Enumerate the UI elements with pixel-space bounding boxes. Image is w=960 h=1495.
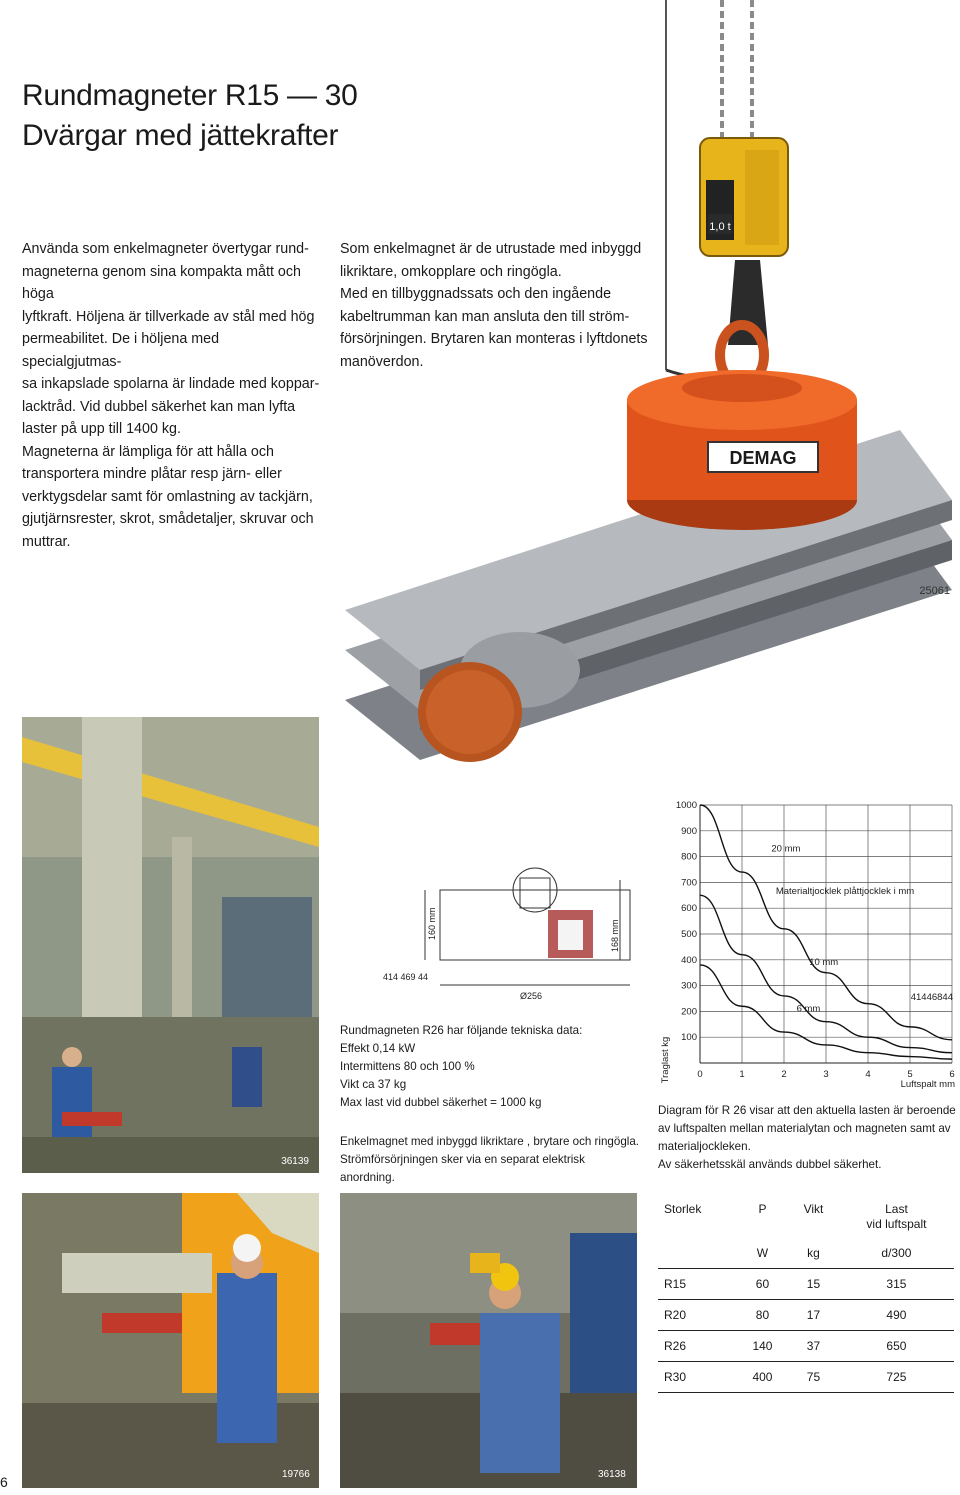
table-cell: 400: [737, 1362, 788, 1393]
chart-x-tick-label: 2: [781, 1069, 787, 1080]
main-product-photo: [330, 0, 960, 770]
magnet-technical-drawing: [370, 860, 640, 1010]
chart-x-tick-label: 0: [697, 1069, 703, 1080]
table-header-storlek: Storlek: [664, 1202, 702, 1216]
hoist-scale: [700, 138, 788, 256]
chart-x-tick-label: 5: [907, 1069, 913, 1080]
table-row: [658, 1300, 954, 1331]
table-cell: 15: [788, 1269, 839, 1300]
table-cell: 80: [737, 1300, 788, 1331]
magnet-brand-label: DEMAG: [729, 448, 797, 468]
table-cell: 650: [839, 1331, 954, 1362]
main-photo-number: 25061: [919, 585, 950, 597]
specs-note: Enkelmagnet med inbyggd likriktare , brytare och ringögla. Strömförsörjningen sker via en separat elektrisk anordning.: [340, 1135, 640, 1184]
chart-y-tick-label: 200: [681, 1006, 697, 1018]
table-unit-vikt: kg: [807, 1246, 820, 1260]
table-cell: R15: [658, 1269, 737, 1300]
worker-photo-2: [340, 1193, 637, 1488]
lifting-hook: [666, 260, 768, 385]
worker-photo-2-number: 36138: [598, 1469, 626, 1480]
table-cell: 75: [788, 1362, 839, 1393]
table-row: [658, 1269, 954, 1300]
intro-right-text: Som enkelmagnet är de utrustade med inbyggd likriktare, omkopplare och ringögla. Med en tillbyggnadssats och den ingående kabeltrumman kan man ansluta den till ström- försörjningen. Brytaren kan monteras i lyftdonets manöverdon.: [340, 241, 648, 370]
table-cell: 140: [737, 1331, 788, 1362]
table-cell: 490: [839, 1300, 954, 1331]
chart-y-tick-label: 300: [681, 980, 697, 992]
chart-y-tick-label: 1000: [675, 800, 697, 811]
worker-scene-2: [340, 1193, 637, 1488]
table-units-row: [658, 1238, 954, 1269]
chart-x-tick-label: 3: [823, 1069, 829, 1080]
worker-scene-1: [22, 1193, 319, 1488]
chart-y-tick-label: 900: [681, 825, 697, 837]
table-header-row: [658, 1196, 954, 1238]
table-cell: R26: [658, 1331, 737, 1362]
chart-xlabel: Luftspalt mm: [900, 1079, 955, 1090]
drawing-diameter: Ø256: [520, 991, 543, 1001]
chart-y-tick-label: 800: [681, 851, 697, 863]
chart-caption: Diagram för R 26 visar att den aktuella lasten är beroende av luftspalten mellan materialytan och magneten samt av materialjockleken. Av säkerhetsskäl används dubbel säkerhet.: [658, 1104, 956, 1171]
table-cell: R30: [658, 1362, 737, 1393]
table-header-p: P: [758, 1202, 767, 1216]
workshop-photo-number: 36139: [281, 1156, 309, 1167]
magnet-body: [627, 370, 857, 530]
chart-x-tick-label: 1: [739, 1069, 745, 1080]
table-unit-last: d/300: [881, 1246, 912, 1260]
table-cell: 725: [839, 1362, 954, 1393]
table-row: [658, 1331, 954, 1362]
drawing-height-right: 168 mm: [610, 919, 620, 952]
table-cell: 315: [839, 1269, 954, 1300]
drawing-height-left: 160 mm: [427, 907, 437, 940]
chart-code: 41446844: [910, 992, 953, 1003]
table-header-vikt: Vikt: [803, 1202, 824, 1216]
chart-x-tick-label: 6: [949, 1069, 955, 1080]
chart-series-label: 20 mm: [771, 843, 801, 855]
title-line-2: Dvärgar med jättekrafter: [22, 119, 339, 152]
table-row: [658, 1362, 954, 1393]
table-cell: 37: [788, 1331, 839, 1362]
table-cell: 17: [788, 1300, 839, 1331]
chart-y-tick-label: 500: [681, 929, 697, 940]
table-cell: 60: [737, 1269, 788, 1300]
table-cell: R20: [658, 1300, 737, 1331]
load-chart: [650, 790, 960, 1105]
page-title: [22, 76, 358, 156]
worker-photo-1: [22, 1193, 319, 1488]
chart-x-tick-label: 4: [865, 1069, 871, 1080]
page-number: 6: [0, 1474, 8, 1490]
workshop-scene: [22, 717, 319, 1173]
drawing-widths: 414 469 44: [383, 972, 429, 982]
specs-text: Rundmagneten R26 har följande tekniska data: Effekt 0,14 kW Intermittens 80 och 100 % Vikt ca 37 kg Max last vid dubbel säkerhet = 1000 kg: [340, 1024, 583, 1109]
table-header-last: Last vid luftspalt: [866, 1202, 927, 1231]
intro-left-text: Använda som enkelmagneter övertygar rund- magneterna genom sina kompakta mått och höga lyftkraft. Höljena är tillverkade av stål med hög permeabilitet. De i höljena med specialgjutmas- sa inkapslade spolarna är lindade med koppar- lacktråd. Vid dubbel säkerhet kan man lyfta laster på upp till 1400 kg. Magneterna är lämpliga för att hålla och transportera mindre plåtar resp järn- eller verktygsdelar samt för omlastning av tackjärn, gjutjärnsrester, skrot, smådetaljer, skruvar och muttrar.: [22, 241, 320, 550]
chart-legend-title: Materialtjocklek plåttjocklek i mm: [775, 886, 915, 897]
chart-ylabel: Traglast kg: [660, 1036, 671, 1084]
chart-y-tick-label: 100: [681, 1032, 697, 1044]
workshop-photo: [22, 717, 319, 1173]
chart-series-label: 6 mm: [796, 1003, 821, 1015]
chart-y-tick-label: 400: [681, 954, 697, 966]
chart-y-tick-label: 600: [681, 903, 697, 915]
title-line-1: Rundmagneter R15 — 30: [22, 79, 358, 112]
size-table: [658, 1196, 954, 1393]
worker-photo-1-number: 19766: [282, 1469, 310, 1480]
table-unit-storlek: [658, 1238, 737, 1269]
hoist-display: 1,0 t: [709, 221, 731, 233]
chart-series-label: 10 mm: [809, 956, 839, 968]
table-unit-p: W: [756, 1246, 769, 1260]
chart-y-tick-label: 700: [681, 877, 697, 889]
